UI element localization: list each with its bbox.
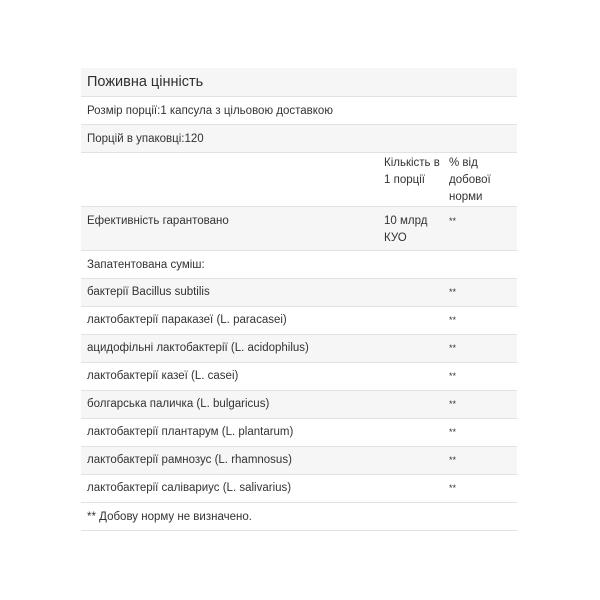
serving-size-value: 1 капсула з цільовою доставкою (160, 104, 333, 117)
strain-row (81, 475, 517, 503)
potency-amount-line1: 10 млрд (384, 215, 428, 227)
nutrition-facts-panel (81, 68, 517, 531)
servings-per-container-value: 120 (184, 132, 204, 145)
strain-dv: ** (449, 287, 457, 297)
strain-dv: ** (449, 315, 457, 325)
servings-per-container-label: Порцій в упаковці: (87, 132, 185, 145)
blend-title-row (81, 251, 517, 279)
column-header-dv (449, 153, 517, 206)
column-header-amount (384, 153, 449, 189)
servings-per-container-row (81, 125, 517, 153)
strain-name: болгарська паличка (L. bulgaricus) (87, 398, 270, 410)
strain-name: бактерії Bacillus subtilis (87, 286, 210, 298)
column-header-amount-line2: 1 порції (384, 174, 425, 186)
strain-row (81, 307, 517, 335)
strain-row (81, 363, 517, 391)
strain-row (81, 419, 517, 447)
column-header-dv-line3: норми (449, 191, 483, 203)
serving-size-label: Розмір порції: (87, 104, 161, 117)
column-header-row (81, 153, 517, 207)
potency-dv: ** (449, 216, 457, 226)
column-header-dv-line1: % від (449, 157, 478, 169)
potency-name: Ефективність гарантовано (87, 215, 229, 227)
column-header-dv-line2: добової (449, 174, 491, 186)
strain-name: лактобактерії плантарум (L. plantarum) (87, 426, 294, 438)
strain-dv: ** (449, 455, 457, 465)
strain-name: лактобактерії параказеї (L. paracasei) (87, 314, 287, 326)
blend-title: Запатентована суміш: (87, 258, 205, 271)
strain-row (81, 447, 517, 475)
serving-size-row (81, 97, 517, 125)
strain-dv: ** (449, 483, 457, 493)
strain-row (81, 279, 517, 307)
panel-title: Поживна цінність (81, 68, 517, 97)
footnote: ** Добову норму не визначено. (81, 503, 517, 531)
strain-name: лактобактерії казеї (L. casei) (87, 370, 239, 382)
strain-name: лактобактерії салівариус (L. salivarius) (87, 482, 292, 494)
potency-amount (384, 207, 449, 247)
strain-row (81, 335, 517, 363)
potency-amount-line2: КУО (384, 232, 407, 244)
strain-name: лактобактерії рамнозус (L. rhamnosus) (87, 454, 292, 466)
potency-row (81, 207, 517, 251)
strain-row (81, 391, 517, 419)
strain-name: ацидофільні лактобактерії (L. acidophilus) (87, 342, 309, 354)
column-header-amount-line1: Кількість в (384, 157, 440, 169)
strain-dv: ** (449, 371, 457, 381)
strain-dv: ** (449, 343, 457, 353)
strain-dv: ** (449, 427, 457, 437)
strain-dv: ** (449, 399, 457, 409)
